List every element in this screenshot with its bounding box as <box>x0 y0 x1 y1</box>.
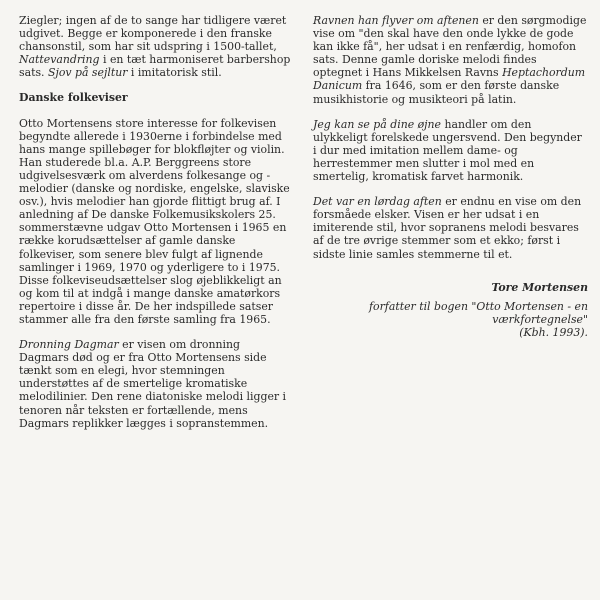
right-column <box>313 14 588 339</box>
folkeviser-paragraph: Otto Mortensens store interesse for folkevisen begyndte allerede i 1930erne i forbindelse med hans mange spillebøger for blokfløjter og violin. Han studerede bl.a. A.P. Berggreens store udgivelsesværk om alverdens folkesange og -melodier (danske og nordiske, engelske, slaviske osv.), hvis melodier han gjorde flittigt brug af. I anledning af De danske Folkemusikskolers 25. sommerstævne udgav Otto Mortensen i 1965 en række korudsættelser af gamle danske folkeviser, som senere blev fulgt af lignende samlinger i 1969, 1970 og yderligere to i 1975. Disse folkeviseudsættelser slog øjeblikkeligt an og kom til at indgå i mange danske amatørkors repertoire i disse år. De her indspillede satser stammer alle fra den første samling fra 1965. <box>19 116 290 326</box>
text-run: er den sørgmodige vise om "den skal have den onde lykke de gode kan ikke få", her udsat i en renfærdig, homofon sats. Denne gamle doriske melodi findes optegnet i Hans Mikkelsen Ravns <box>313 14 587 80</box>
song-title: Jeg kan se på dine øjne <box>313 117 442 131</box>
dagmar-paragraph <box>19 338 293 430</box>
song-title: Dronning Dagmar <box>19 338 119 352</box>
text-run: Ziegler; ingen af de to sange har tidligere været udgivet. Begge er komponerede i den franske chansonstil, som har sit udspring i 1500-tallet, <box>19 14 287 54</box>
text-run: er visen om dronning Dagmars død og er fra Otto Mortensens side tænkt som en elegi, hvor stemningen understøttes af de smertelige kromatiske melodilinier. Den rene diatoniske melodi ligger i tenoren når teksten er fortællende, mens Dagmars replikker lægges i sopranstemmen. <box>19 338 287 430</box>
song-title: Sjov på sejltur <box>47 66 128 80</box>
author-signature: Tore Mortensen <box>491 280 588 294</box>
text-run: i imitatorisk stil. <box>127 66 222 80</box>
song-title: Ravnen han flyver om aftenen <box>313 14 479 27</box>
intro-paragraph <box>19 14 293 79</box>
author-credit-line-2: (Kbh. 1993). <box>519 325 588 339</box>
song-title: Nattevandring <box>19 53 100 67</box>
ravnen-paragraph <box>313 14 588 106</box>
author-credit-line-1: forfatter til bogen "Otto Mortensen - en værkfortegnelse" <box>369 299 588 326</box>
loerdag-paragraph <box>313 195 588 260</box>
section-heading: Danske folkeviser <box>19 91 128 105</box>
text-run: i en tæt harmoniseret barbershop sats. <box>19 53 291 80</box>
text-run: fra 1646, som er den første danske musikhistorie og musikteori på latin. <box>313 79 560 106</box>
book-title: Heptachordum Danicum <box>313 66 586 93</box>
oejne-paragraph <box>313 118 588 183</box>
text-run: handler om den ulykkeligt forelskede ungersvend. Den begynder i dur med imitation mellem dame- og herrestemmer men slutter i mol med en smertelig, kromatisk farvet harmonik. <box>313 117 582 184</box>
text-run: er endnu en vise om den forsmåede elsker. Visen er her udsat i en imiterende stil, hvor sopranens melodi besvares af de tre øvrige stemmer som et ekko; først i sidste linie samles stemmerne til et. <box>313 195 582 261</box>
left-column <box>19 14 293 442</box>
song-title: Det var en lørdag aften <box>313 195 442 209</box>
